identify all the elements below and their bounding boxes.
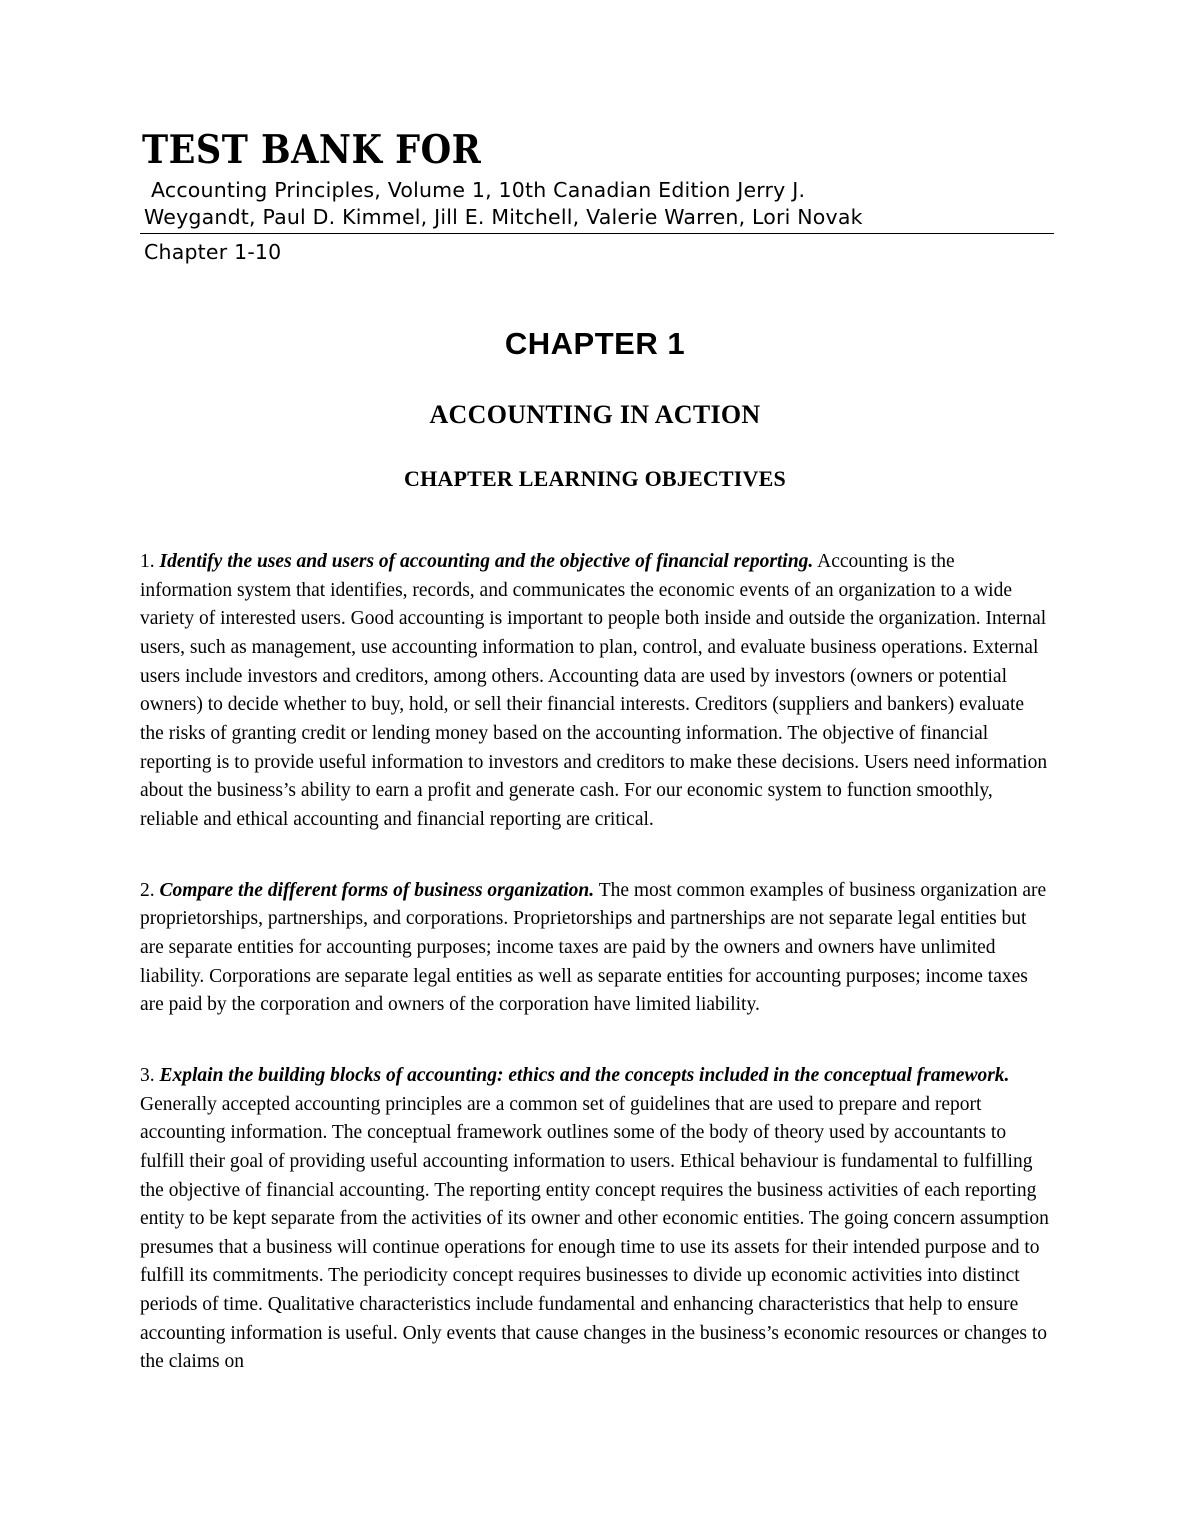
chapter-subject-heading: ACCOUNTING IN ACTION: [429, 400, 761, 430]
objective-lead: Identify the uses and users of accounting and the objective of financial reporting.: [159, 551, 814, 573]
objective-body: The most common examples of business organization are proprietorships, partnerships, and corporations. Proprietorships and partnerships are not separate legal entities but are separate entities for accounting purposes; income taxes are paid by the owners and owners have unlimited liability. Corporations are separate legal entities as well as separate entities for accounting purposes; income taxes are paid by the corporation and owners of the corporation have limited liability.: [140, 879, 1047, 1016]
chapter-heading: CHAPTER 1: [504, 326, 686, 362]
objective-lead: Explain the building blocks of accounting: ethics and the concepts included in the conceptual framework.: [159, 1064, 1010, 1086]
page-content: [140, 127, 1050, 1419]
learning-objective-item: [140, 548, 1050, 835]
objective-body: Generally accepted accounting principles are a common set of guidelines that are used to prepare and report accounting information. The conceptual framework outlines some of the body of theory used by accountants to fulfill their goal of providing useful accounting information to users. Ethical behaviour is fundamental to fulfilling the objective of financial accounting. The reporting entity concept requires the business activities of each reporting entity to be kept separate from the activities of its owner and other economic entities. The going concern assumption presumes that a business will continue operations for enough time to use its assets for their intended purpose and to fulfill its commitments. The periodicity concept requires businesses to divide up economic activities into distinct periods of time. Qualitative characteristics include fundamental and enhancing characteristics that help to ensure accounting information is useful. Only events that cause changes in the business’s economic resources or changes to the claims on: [140, 1093, 1049, 1373]
objective-number: 3.: [140, 1064, 155, 1086]
document-masthead: TEST BANK FOR: [142, 127, 482, 173]
learning-objective-item: [140, 1062, 1050, 1377]
section-heading: CHAPTER LEARNING OBJECTIVES: [404, 466, 786, 492]
objective-number: 1.: [140, 551, 155, 573]
document-subtitle: [140, 177, 1054, 234]
chapter-range: Chapter 1-10: [144, 240, 282, 265]
objective-number: 2.: [140, 879, 155, 901]
learning-objectives-list: [140, 548, 1050, 1377]
objective-body: Accounting is the information system that identifies, records, and communicates the economic events of an organization to a wide variety of interested users. Good accounting is important to people both inside and outside the organization. Internal users, such as management, use accounting information to plan, control, and evaluate business operations. External users include investors and creditors, among others. Accounting data are used by investors (owners or potential owners) to decide whether to buy, hold, or sell their financial interests. Creditors (suppliers and bankers) evaluate the risks of granting credit or lending money based on the accounting information. The objective of financial reporting is to provide useful information to investors and creditors to make these decisions. Users need information about the business’s ability to earn a profit and generate cash. For our economic system to function smoothly, reliable and ethical accounting and financial reporting are critical.: [140, 551, 1048, 830]
subtitle-line-1: Accounting Principles, Volume 1, 10th Canadian Edition Jerry J.: [151, 177, 806, 202]
subtitle-line-2: Weygandt, Paul D. Kimmel, Jill E. Mitchell, Valerie Warren, Lori Novak: [144, 204, 863, 229]
objective-lead: Compare the different forms of business organization.: [159, 879, 595, 901]
learning-objective-item: [140, 877, 1050, 1020]
